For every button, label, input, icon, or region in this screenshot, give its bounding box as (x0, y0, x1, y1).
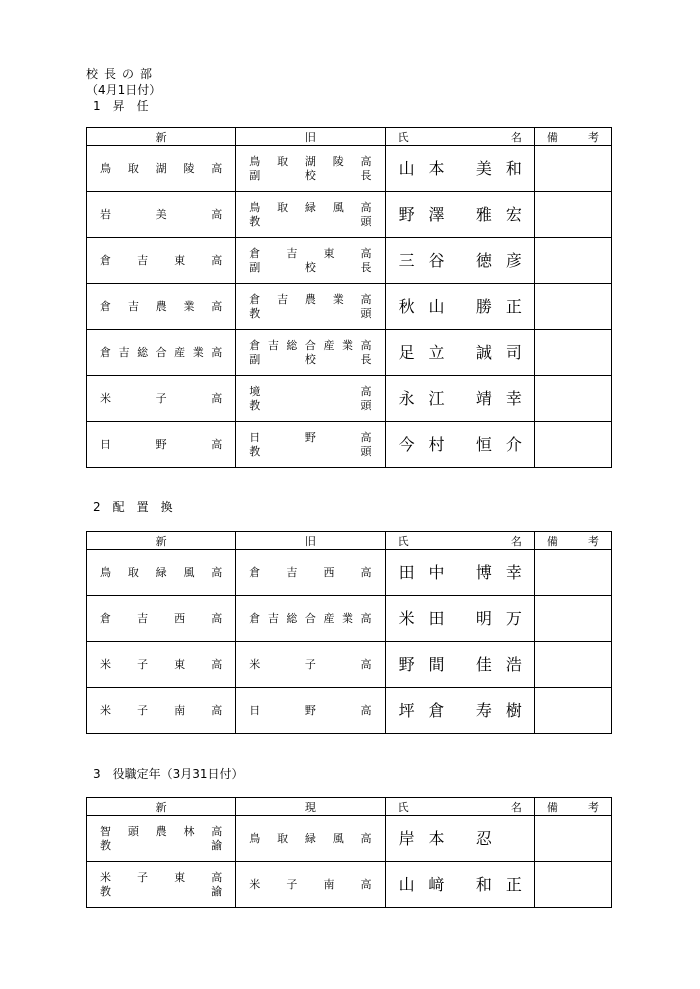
table-row (87, 642, 612, 688)
school-old-cell (236, 146, 385, 192)
section-3-table (86, 797, 612, 908)
school-old-line: 日 野 高 (249, 703, 372, 717)
family-name: 三谷 (398, 250, 445, 270)
family-name: 秋山 (398, 296, 445, 316)
school-old-cell (236, 422, 385, 468)
school-old-line: 米 子 南 高 (249, 877, 372, 891)
note-cell (534, 642, 611, 688)
table-row (87, 816, 612, 862)
header-name-a: 氏 (397, 534, 409, 548)
school-new-cell (87, 862, 236, 908)
school-new-cell (87, 422, 236, 468)
header-note-a: 備 (546, 130, 558, 144)
document-title: 校長の部 (86, 67, 159, 81)
school-new-cell (87, 376, 236, 422)
header-name-b: 名 (510, 130, 522, 144)
school-old-cell (236, 284, 385, 330)
table-row (87, 146, 612, 192)
header-old: 現 (236, 798, 385, 816)
header-new: 新 (87, 128, 236, 146)
given-name: 美和 (475, 158, 522, 178)
note-cell (534, 550, 611, 596)
note-cell (534, 376, 611, 422)
school-old-line: 米 子 高 (249, 657, 372, 671)
given-name: 恒介 (475, 434, 522, 454)
name-cell (385, 550, 534, 596)
header-name-b: 名 (510, 534, 522, 548)
name-cell (385, 238, 534, 284)
school-old-cell (236, 376, 385, 422)
header-new: 新 (87, 798, 236, 816)
table-row (87, 284, 612, 330)
header-name (385, 798, 534, 816)
given-name: 寿樹 (475, 700, 522, 720)
family-name: 足立 (398, 342, 445, 362)
school-new-cell (87, 330, 236, 376)
header-note (534, 128, 611, 146)
school-new-cell (87, 238, 236, 284)
name-cell (385, 596, 534, 642)
family-name: 野澤 (398, 204, 445, 224)
note-cell (534, 596, 611, 642)
school-old-line: 鳥取湖陵高 (249, 154, 372, 168)
school-old-cell (236, 192, 385, 238)
school-old-cell (236, 550, 385, 596)
section-2-heading: 2 配 置 換 (93, 500, 173, 514)
note-cell (534, 192, 611, 238)
family-name: 山﨑 (398, 874, 445, 894)
header-note (534, 798, 611, 816)
school-new-line: 鳥取緑風高 (100, 565, 223, 579)
school-new-line: 米 子 東 高 (100, 870, 223, 884)
school-old-cell (236, 816, 385, 862)
school-old-line: 倉吉総合産業高 (249, 338, 372, 352)
school-new-cell (87, 688, 236, 734)
school-new-line: 倉吉総合産業高 (100, 345, 223, 359)
school-old-line: 副 校 長 (249, 168, 372, 182)
school-old-line: 境 高 (249, 384, 372, 398)
header-name (385, 532, 534, 550)
school-old-line: 倉吉総合産業高 (249, 611, 372, 625)
given-name: 靖幸 (475, 388, 522, 408)
school-new-line: 倉吉農業高 (100, 299, 223, 313)
name-cell (385, 422, 534, 468)
header-note-b: 考 (588, 800, 599, 814)
header-old: 旧 (236, 532, 385, 550)
school-old-cell (236, 862, 385, 908)
section-3-heading: 3 役職定年（3月31日付） (93, 767, 244, 781)
section-1-table (86, 127, 612, 468)
school-new-line: 鳥取湖陵高 (100, 161, 223, 175)
school-new-line: 米 子 高 (100, 391, 223, 405)
school-old-cell (236, 642, 385, 688)
school-old-line: 教 頭 (249, 306, 372, 320)
school-old-line: 鳥取緑風高 (249, 831, 372, 845)
table-row (87, 192, 612, 238)
header-note-a: 備 (546, 800, 558, 814)
note-cell (534, 862, 611, 908)
note-cell (534, 816, 611, 862)
family-name: 山本 (398, 158, 445, 178)
given-name: 忍 (475, 828, 492, 848)
school-old-cell (236, 330, 385, 376)
school-new-cell (87, 284, 236, 330)
school-old-cell (236, 596, 385, 642)
school-new-line: 教 諭 (100, 838, 223, 852)
school-old-line: 倉 吉 西 高 (249, 565, 372, 579)
family-name: 今村 (398, 434, 445, 454)
header-name-b: 名 (510, 800, 522, 814)
school-old-line: 倉吉農業高 (249, 292, 372, 306)
table-row (87, 688, 612, 734)
name-cell (385, 330, 534, 376)
section-1-heading: 1 昇 任 (93, 99, 149, 113)
table-row (87, 376, 612, 422)
school-new-cell (87, 192, 236, 238)
header-row (87, 798, 612, 816)
school-new-line: 岩 美 高 (100, 207, 223, 221)
given-name: 佳浩 (475, 654, 522, 674)
school-old-cell (236, 238, 385, 284)
name-cell (385, 284, 534, 330)
name-cell (385, 688, 534, 734)
school-old-line: 鳥取緑風高 (249, 200, 372, 214)
header-note-a: 備 (546, 534, 558, 548)
school-new-line: 米 子 南 高 (100, 703, 223, 717)
table-row (87, 238, 612, 284)
header-row (87, 128, 612, 146)
family-name: 岸本 (398, 828, 445, 848)
school-old-line: 倉 吉 東 高 (249, 246, 372, 260)
header-name-a: 氏 (397, 800, 409, 814)
table-row (87, 330, 612, 376)
name-cell (385, 376, 534, 422)
name-cell (385, 642, 534, 688)
header-new: 新 (87, 532, 236, 550)
given-name: 明万 (475, 608, 522, 628)
note-cell (534, 238, 611, 284)
given-name: 誠司 (475, 342, 522, 362)
school-new-line: 智頭農林高 (100, 824, 223, 838)
school-new-cell (87, 146, 236, 192)
school-old-line: 副 校 長 (249, 352, 372, 366)
table-row (87, 596, 612, 642)
header-old: 旧 (236, 128, 385, 146)
note-cell (534, 330, 611, 376)
school-old-line: 日 野 高 (249, 430, 372, 444)
school-old-line: 教 頭 (249, 444, 372, 458)
note-cell (534, 146, 611, 192)
section-2-table (86, 531, 612, 734)
school-new-cell (87, 596, 236, 642)
note-cell (534, 422, 611, 468)
school-old-line: 教 頭 (249, 398, 372, 412)
school-new-cell (87, 550, 236, 596)
table-row (87, 422, 612, 468)
effective-date: （4月1日付） (86, 83, 162, 97)
given-name: 和正 (475, 874, 522, 894)
school-new-line: 日 野 高 (100, 437, 223, 451)
school-new-line: 倉 吉 東 高 (100, 253, 223, 267)
note-cell (534, 688, 611, 734)
given-name: 徳彦 (475, 250, 522, 270)
header-name-a: 氏 (397, 130, 409, 144)
school-new-cell (87, 816, 236, 862)
header-note-b: 考 (588, 534, 599, 548)
school-old-line: 副 校 長 (249, 260, 372, 274)
table-row (87, 862, 612, 908)
name-cell (385, 816, 534, 862)
given-name: 博幸 (475, 562, 522, 582)
school-new-line: 教 諭 (100, 884, 223, 898)
note-cell (534, 284, 611, 330)
given-name: 雅宏 (475, 204, 522, 224)
header-note (534, 532, 611, 550)
header-row (87, 532, 612, 550)
given-name: 勝正 (475, 296, 522, 316)
school-new-line: 米 子 東 高 (100, 657, 223, 671)
school-new-line: 倉 吉 西 高 (100, 611, 223, 625)
family-name: 米田 (398, 608, 445, 628)
table-row (87, 550, 612, 596)
header-note-b: 考 (588, 130, 599, 144)
family-name: 坪倉 (398, 700, 445, 720)
family-name: 永江 (398, 388, 445, 408)
family-name: 野間 (398, 654, 445, 674)
school-old-cell (236, 688, 385, 734)
school-old-line: 教 頭 (249, 214, 372, 228)
name-cell (385, 862, 534, 908)
family-name: 田中 (398, 562, 445, 582)
header-name (385, 128, 534, 146)
name-cell (385, 146, 534, 192)
school-new-cell (87, 642, 236, 688)
name-cell (385, 192, 534, 238)
